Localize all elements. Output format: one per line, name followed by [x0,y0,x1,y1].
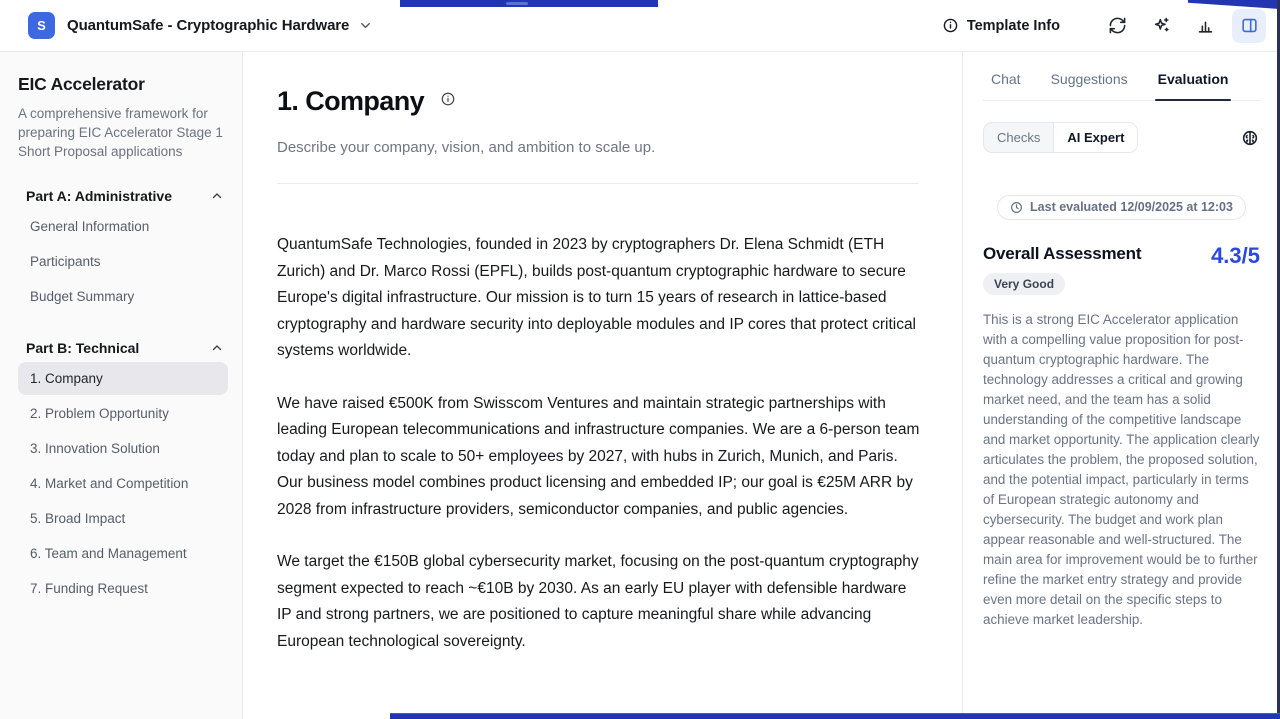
analytics-button[interactable] [1188,9,1222,43]
sidebar-section-part-b[interactable] [26,340,224,356]
bar-chart-icon [1196,16,1215,35]
ai-assist-button[interactable] [1144,9,1178,43]
panel-tabs [983,52,1260,101]
sidebar-item-funding-request[interactable]: 7. Funding Request [30,581,148,596]
template-info-button[interactable] [942,17,1060,34]
divider [277,183,919,184]
tab-suggestions[interactable]: Suggestions [1050,71,1128,87]
paragraph[interactable]: QuantumSafe Technologies, founded in 2023 by cryptographers Dr. Elena Schmidt (ETH Zurich) and Dr. Marco Rossi (EPFL), builds post-quantum cryptographic hardware to secure Europe's digital infrastructure. Our mission is to turn 15 years of research in lattice-based cryptography and hardware security into deployable modules and IP cores that protect critical systems worldwide. [277,236,917,359]
evaluation-panel [962,52,1280,719]
assessment-score: 4.3/5 [1211,243,1260,268]
panel-toggle-icon [1240,16,1259,35]
toggle-checks[interactable]: Checks [997,130,1041,145]
refresh-button[interactable] [1100,9,1134,43]
evaluation-mode-toggle [983,122,1138,153]
assessment-summary: This is a strong EIC Accelerator application with a compelling value proposition for post-quantum cryptographic hardware. The technology addresses a critical and growing market need, and the team has a solid understanding of the competitive landscape and market opportunity. The application clearly articulates the problem, the proposed solution, and the potential impact, particularly in terms of European strategic autonomy and cybersecurity. The budget and work plan appear reasonable and well-structured. The main area for improvement would be to further refine the market entry strategy and provide even more detail on the specific steps to achieve market leadership. [983,312,1260,627]
section-title: 1. Company [277,86,425,116]
sidebar-item-budget-summary[interactable]: Budget Summary [30,289,135,304]
main-content [243,52,962,719]
window-edge-top [400,0,658,7]
tab-chat[interactable]: Chat [991,71,1021,87]
sidebar-item-innovation-solution[interactable]: 3. Innovation Solution [30,441,160,456]
sidebar-item-problem-opportunity[interactable]: 2. Problem Opportunity [30,406,169,421]
refresh-icon [1108,16,1127,35]
topbar-actions [942,9,1266,43]
app-logo-letter: S [37,18,46,33]
chevron-up-icon [210,189,224,203]
brain-icon[interactable] [1240,128,1260,148]
last-evaluated-text: Last evaluated 12/09/2025 at 12:03 [1030,200,1233,214]
tab-evaluation[interactable]: Evaluation [1158,52,1229,100]
sparkles-icon [1152,16,1171,35]
document-text[interactable] [277,232,920,655]
template-info-label: Template Info [966,17,1060,34]
window-edge-bottom [390,713,1280,719]
last-evaluated-badge [997,195,1246,220]
sidebar-section-part-a[interactable] [26,188,224,204]
sidebar-description: A comprehensive framework for preparing EIC Accelerator Stage 1 Short Proposal applications [18,106,223,159]
section-subtitle: Describe your company, vision, and ambition to scale up. [277,139,656,156]
chevron-down-icon[interactable] [358,18,373,33]
panel-toggle-button[interactable] [1232,9,1266,43]
window-edge-notch [506,2,528,5]
info-icon [942,17,959,34]
sidebar-item-market-and-competition[interactable]: 4. Market and Competition [30,476,189,491]
sidebar-title: EIC Accelerator [18,74,145,94]
section-label: Part A: Administrative [26,188,172,204]
clock-icon [1010,201,1023,214]
info-icon[interactable] [440,91,456,107]
assessment-title: Overall Assessment [983,244,1142,263]
toggle-ai-expert[interactable]: AI Expert [1053,123,1137,152]
sidebar-item-broad-impact[interactable]: 5. Broad Impact [30,511,126,526]
sidebar-part-a-items [18,210,228,313]
sidebar-part-b-items [18,362,228,605]
rating-badge: Very Good [983,273,1065,295]
paragraph[interactable]: We target the €150B global cybersecurity market, focusing on the post-quantum cryptography segment expected to reach ~€10B by 2030. As an early EU player with defensible hardware IP and strong partners, we are positioned to capture meaningful share while advancing European technological sovereignty. [277,553,919,650]
sidebar-item-company[interactable]: 1. Company [18,362,228,395]
sidebar-item-team-and-management[interactable]: 6. Team and Management [30,546,187,561]
chevron-up-icon [210,341,224,355]
sidebar-item-participants[interactable]: Participants [30,254,101,269]
sidebar [0,52,243,719]
section-label: Part B: Technical [26,340,140,356]
paragraph[interactable]: We have raised €500K from Swisscom Ventures and maintain strategic partnerships with leading European telecommunications and infrastructure companies. We are a 6-person team today and plan to scale to 50+ employees by 2027, with hubs in Zurich, Munich, and Paris. Our business model combines product licensing and embedded IP; our goal is €25M ARR by 2028 from infrastructure providers, semiconductor companies, and public agencies. [277,394,920,518]
topbar [0,0,1280,52]
sidebar-item-general-information[interactable]: General Information [30,219,150,234]
document-title: QuantumSafe - Cryptographic Hardware [67,17,350,34]
app-logo [28,12,55,39]
